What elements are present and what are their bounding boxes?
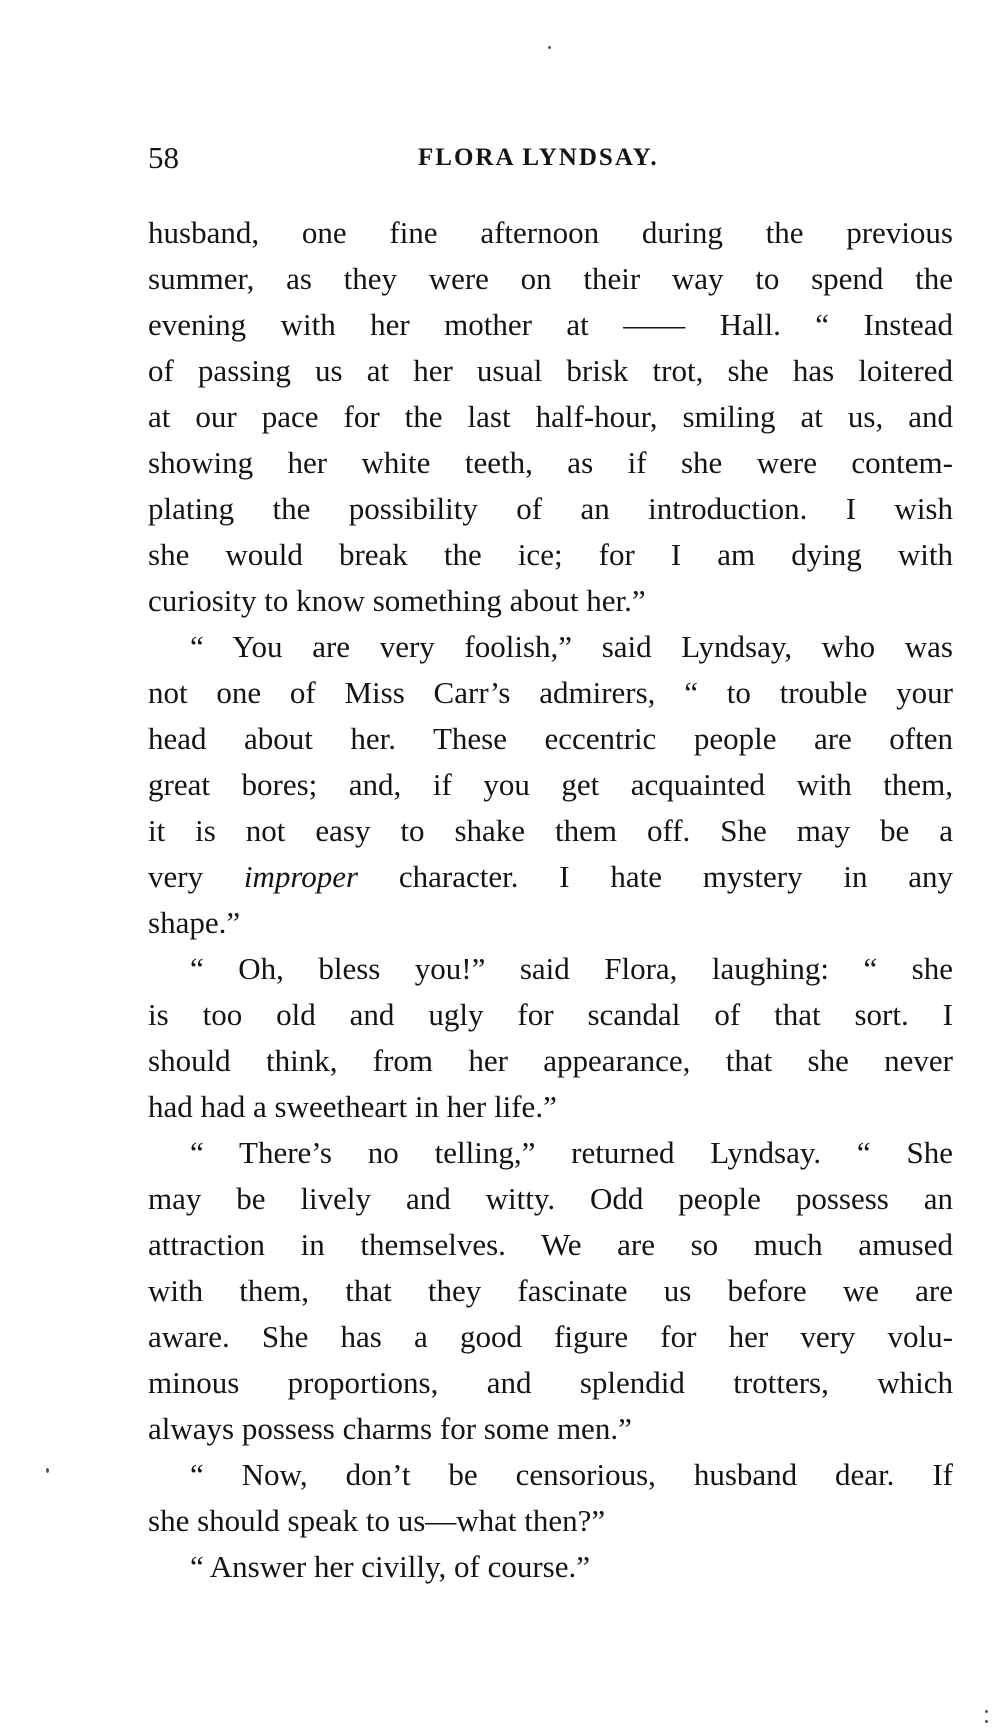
text-line: always possess charms for some men.” <box>148 1411 632 1446</box>
italic-word: improper <box>243 859 359 894</box>
text-line: not one of Miss Carr’s admirers, “ to trouble your <box>148 675 953 710</box>
body-text <box>148 210 953 1590</box>
text-line: she would break the ice; for I am dying with <box>148 537 953 572</box>
text-line: “ You are very foolish,” said Lyndsay, who was <box>190 629 953 664</box>
text-line: aware. She has a good figure for her very volu- <box>148 1319 953 1354</box>
text-line: husband, one fine afternoon during the previous <box>148 215 953 250</box>
text-line: it is not easy to shake them off. She may be a <box>148 813 953 848</box>
text-run: character. I hate mystery in any <box>358 859 953 894</box>
text-line: great bores; and, if you get acquainted with them, <box>148 767 953 802</box>
text-line <box>148 854 953 900</box>
text-line: minous proportions, and splendid trotters, which <box>148 1365 953 1400</box>
text-line: “ Answer her civilly, of course.” <box>190 1549 590 1584</box>
text-line: at our pace for the last half-hour, smiling at us, and <box>148 399 953 434</box>
paper-speck <box>548 46 551 49</box>
page-number: 58 <box>148 140 179 175</box>
page-header <box>148 140 948 180</box>
running-title: FLORA LYNDSAY. <box>418 144 659 171</box>
text-line: she should speak to us—what then?” <box>148 1503 606 1538</box>
text-line: curiosity to know something about her.” <box>148 583 646 618</box>
text-line: is too old and ugly for scandal of that sort. I <box>148 997 953 1032</box>
text-run: very <box>148 859 244 894</box>
paper-speck <box>985 1720 988 1723</box>
text-line: “ Oh, bless you!” said Flora, laughing: “ she <box>190 951 953 986</box>
text-line: plating the possibility of an introduction. I wish <box>148 491 953 526</box>
text-line: “ There’s no telling,” returned Lyndsay. “ She <box>190 1135 953 1170</box>
paper-speck <box>985 1710 988 1713</box>
text-line: “ Now, don’t be censorious, husband dear. If <box>190 1457 953 1492</box>
text-line: summer, as they were on their way to spend the <box>148 261 953 296</box>
text-line: attraction in themselves. We are so much amused <box>148 1227 953 1262</box>
text-line: may be lively and witty. Odd people possess an <box>148 1181 953 1216</box>
text-line: should think, from her appearance, that she never <box>148 1043 953 1078</box>
text-line: evening with her mother at —— Hall. “ Instead <box>148 307 953 342</box>
text-line: of passing us at her usual brisk trot, she has loitered <box>148 353 953 388</box>
text-line: showing her white teeth, as if she were contem- <box>148 445 953 480</box>
paper-speck <box>46 1468 49 1473</box>
text-line: head about her. These eccentric people are often <box>148 721 953 756</box>
text-line: with them, that they fascinate us before we are <box>148 1273 953 1308</box>
text-line: shape.” <box>148 905 241 940</box>
text-line: had had a sweetheart in her life.” <box>148 1089 557 1124</box>
